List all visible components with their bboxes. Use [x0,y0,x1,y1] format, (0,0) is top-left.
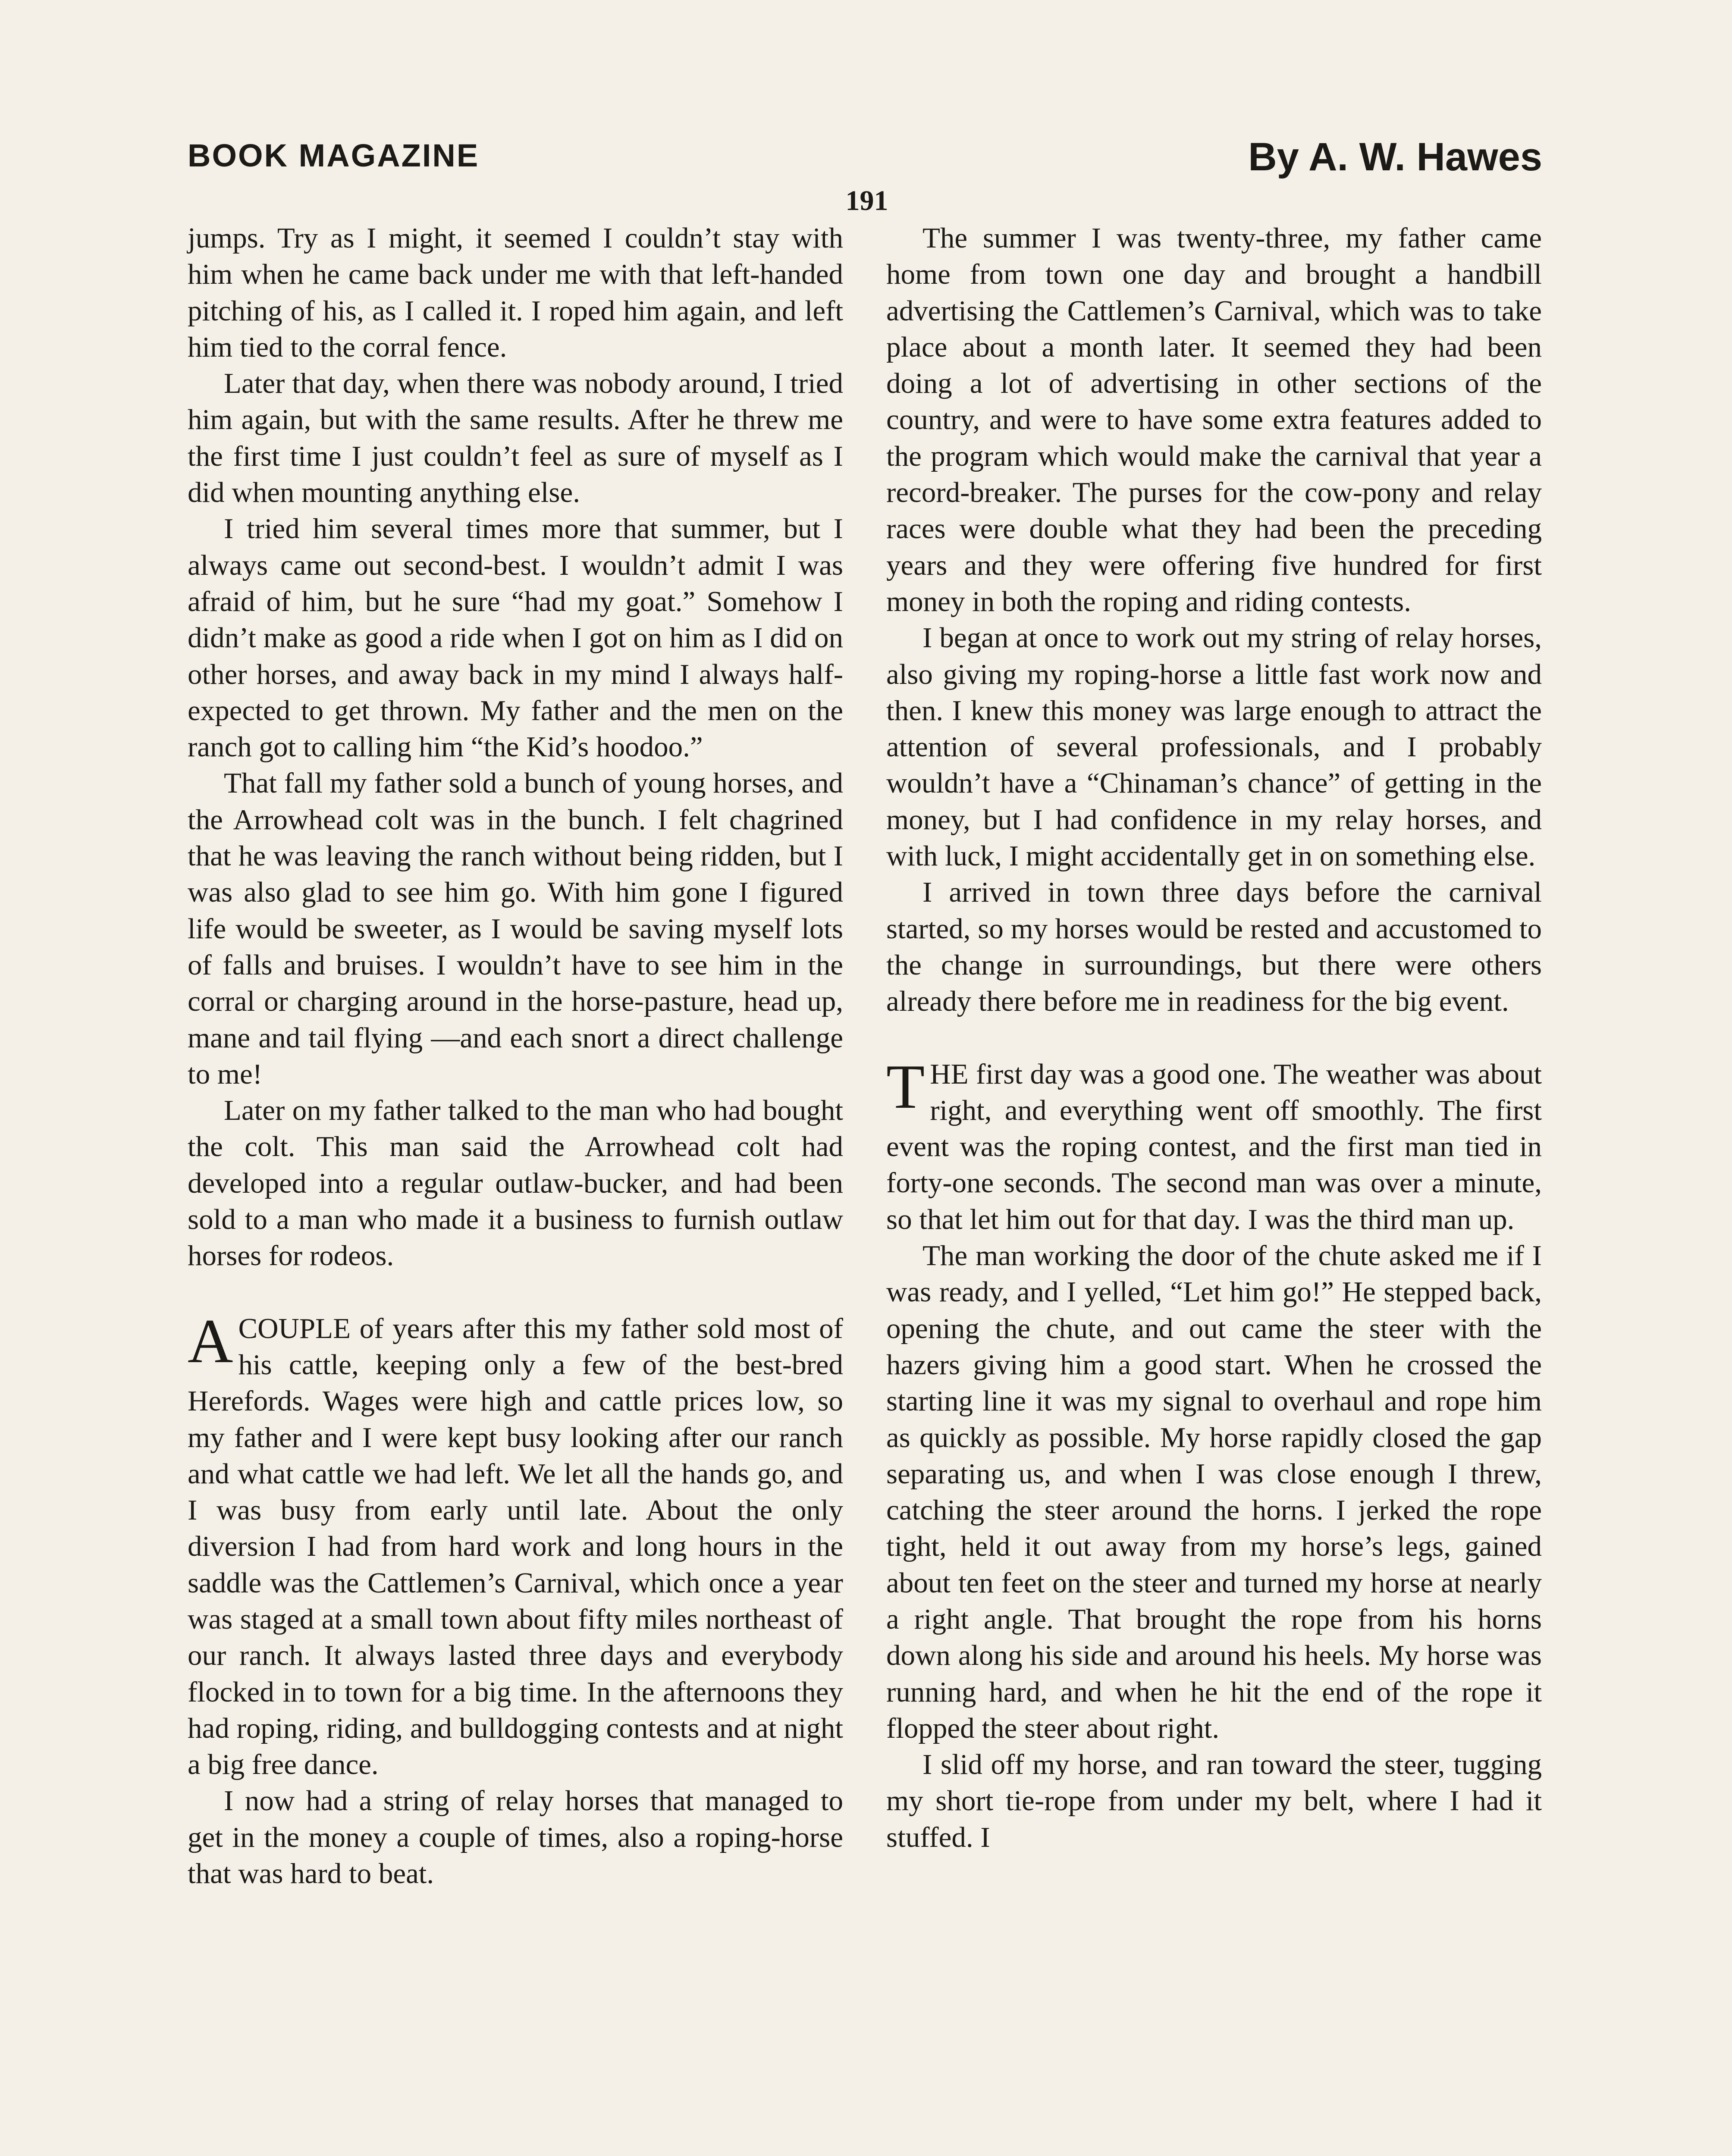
paragraph: I slid off my horse, and ran toward the steer, tugging my short tie-rope from under my belt, where I had it stuffed. I [886,1749,1542,1853]
paragraph: I tried him several times more that summer, but I always came out second-best. I wouldn’t admit I was afraid of him, but he sure “had my goat.” Somehow I didn’t make as good a ride when I got on him as I did on other horses, and away back in my mind I always half-expected to get thrown. My father and the men on the ranch got to calling him “the Kid’s hoodoo.” [188,513,843,763]
drop-cap: A [188,1306,233,1376]
paragraph: I now had a string of relay horses that managed to get in the money a couple of times, also a roping-horse that was hard to beat. [188,1785,843,1890]
paragraph: That fall my father sold a bunch of young horses, and the Arrowhead colt was in the bunch. I felt chagrined that he was leaving the ranch without being ridden, but I was also glad to see him go. With him gone I figured life would be sweeter, as I would be saving myself lots of falls and bruises. I wouldn’t have to see him in the corral or charging around in the horse-pasture, head up, mane and tail flying —and each snort a direct challenge to me! [188,767,843,1090]
paragraph-text: first day was a good one. The weather was about right, and everything went off smoothly. The first event was the roping contest, and the first man tied in forty-one seconds. The second man was over a minute, so that let him out for that day. I was the third man up. [886,1058,1542,1235]
paragraph: jumps. Try as I might, it seemed I couldn’t stay with him when he came back under me with that left-handed pitching of his, as I called it. I roped him again, and left him tied to the corral fence. [188,222,843,363]
right-text-column [886,220,1542,1855]
paragraph: Later on my father talked to the man who had bought the colt. This man said the Arrowhead colt had developed into a regular outlaw-bucker, and had been sold to a man who made it a business to furnish outlaw horses for rodeos. [188,1094,843,1272]
paragraph-text: of years after this my father sold most of his cattle, keeping only a few of the best-bred Herefords. Wages were high and cattle prices low, so my father and I were kept busy looking after our ranch and what cattle we had left. We let all the hands go, and I was busy from early until late. About the only diversion I had from hard work and long hours in the saddle was the Cattlemen’s Carnival, which once a year was staged at a small town about fifty miles northeast of our ranch. It always lasted three days and everybody flocked in to town for a big time. In the afternoons they had roping, riding, and bulldogging contests and at night a big free dance. [188,1312,843,1781]
paragraph: Later that day, when there was nobody around, I tried him again, but with the same results. After he threw me the first time I just couldn’t feel as sure of myself as I did when mounting anything else. [188,367,843,509]
paragraph: I arrived in town three days before the carnival started, so my horses would be rested and accustomed to the change in surroundings, but there were others already there before me in readiness for the big event. [886,876,1542,1018]
section-paragraph [886,1051,1542,1238]
running-head-magazine-title: BOOK MAGAZINE [188,138,480,173]
section-paragraph [188,1306,843,1783]
lead-in-caps: COUPLE [238,1312,351,1344]
left-text-column [188,220,843,1892]
drop-cap: T [886,1051,925,1122]
paragraph: The summer I was twenty-three, my father came home from town one day and brought a handbill advertising the Cattlemen’s Carnival, which was to take place about a month later. It seemed they had been doing a lot of advertising in other sections of the country, and were to have some extra features added to the program which would make the carnival that year a record-breaker. The purses for the cow-pony and relay races were double what they had been the preceding years and they were offering five hundred for first money in both the roping and riding contests. [886,222,1542,617]
paragraph: I began at once to work out my string of relay horses, also giving my roping-horse a little fast work now and then. I knew this money was large enough to attract the attention of several professionals, and I probably wouldn’t have a “Chinaman’s chance” of getting in the money, but I had confidence in my relay horses, and with luck, I might accidentally get in on something else. [886,622,1542,872]
page-number: 191 [845,185,888,216]
running-head-author: By A. W. Hawes [1248,135,1542,179]
lead-in-caps: HE [930,1058,969,1090]
paragraph: The man working the door of the chute asked me if I was ready, and I yelled, “Let him go!” He stepped back, opening the chute, and out came the steer with the hazers giving him a good start. When he crossed the starting line it was my signal to overhaul and rope him as quickly as possible. My horse rapidly closed the gap separating us, and when I was close enough I threw, catching the steer around the horns. I jerked the rope tight, held it out away from my horse’s legs, gained about ten feet on the steer and turned my horse at nearly a right angle. That brought the rope from his horns down along his side and around his heels. My horse was running hard, and when he hit the end of the rope it flopped the steer about right. [886,1240,1542,1744]
